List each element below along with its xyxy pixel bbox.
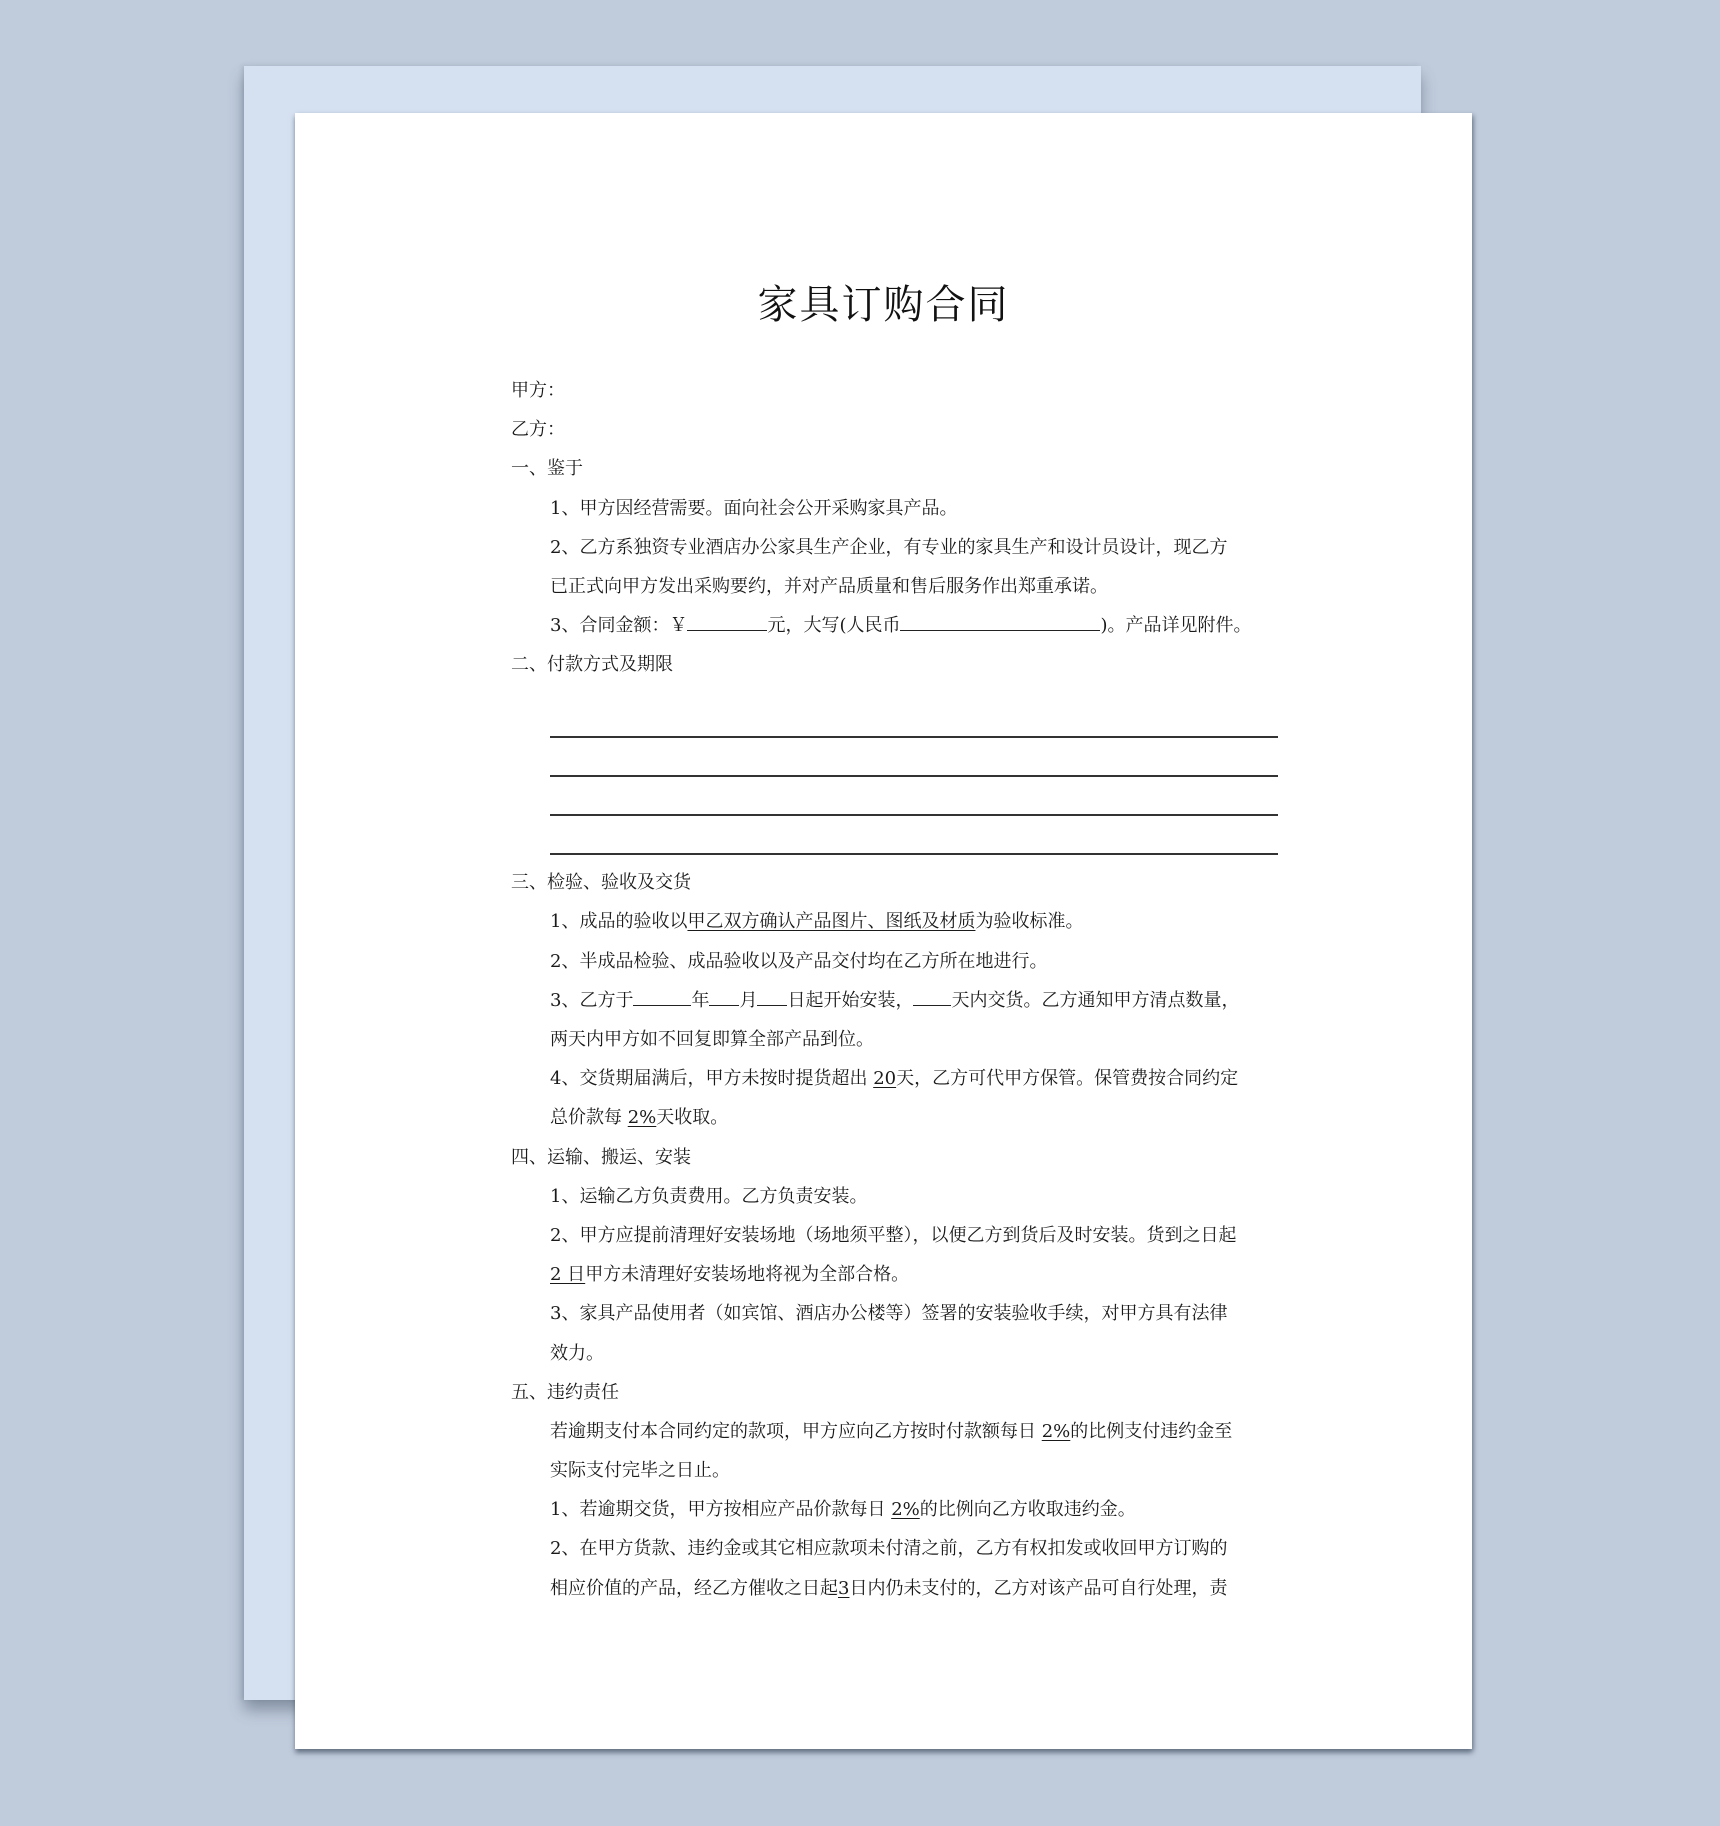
text: 甲方未清理好安装场地将视为全部合格。 xyxy=(585,1264,910,1286)
amount-suffix: )。产品详见附件。 xyxy=(1100,615,1252,637)
text: 天内交货。乙方通知甲方清点数量， xyxy=(951,989,1240,1011)
section-2-heading: 二、付款方式及期限 xyxy=(511,654,673,676)
text: 为验收标准。 xyxy=(975,911,1084,933)
text: 1、成品的验收以 xyxy=(550,911,688,933)
section-3-item-3-cont: 两天内甲方如不回复即算全部产品到位。 xyxy=(550,1029,874,1050)
section-1-amount-line xyxy=(511,606,1291,645)
section-1-item-2: 2、乙方系独资专业酒店办公家具生产企业，有专业的家具生产和设计员设计，现乙方 xyxy=(550,536,1228,558)
text: 天收取。 xyxy=(656,1107,729,1129)
section-3-item-2: 2、半成品检验、成品验收以及产品交付均在乙方所在地进行。 xyxy=(550,950,1048,972)
day-blank[interactable] xyxy=(757,987,787,1006)
section-1-item-1: 1、甲方因经营需要。面向社会公开采购家具产品。 xyxy=(550,497,958,519)
text: 3、乙方于 xyxy=(550,989,634,1011)
section-1-item-2-cont: 已正式向甲方发出采购要约，并对产品质量和售后服务作出郑重承诺。 xyxy=(550,575,1108,597)
party-a-label: 甲方： xyxy=(511,380,565,401)
section-3-item-1 xyxy=(511,902,1291,941)
month-blank[interactable] xyxy=(709,987,739,1006)
delivery-days-blank[interactable] xyxy=(913,987,951,1006)
underlined-standard: 甲乙双方确认产品图片、图纸及材质 xyxy=(687,911,976,933)
section-5-item-2-cont xyxy=(511,1569,1291,1608)
blank-line[interactable] xyxy=(550,738,1278,777)
section-5-item-1 xyxy=(511,1490,1291,1529)
text: 总价款每 xyxy=(550,1107,622,1129)
text: 若逾期支付本合同约定的款项，甲方应向乙方按时付款额每日 xyxy=(550,1420,1036,1442)
text: 日内仍未支付的，乙方对该产品可自行处理，责 xyxy=(849,1577,1228,1599)
late-delivery-rate: 2% xyxy=(891,1499,920,1521)
section-5-item-2: 2、在甲方货款、违约金或其它相应款项未付清之前，乙方有权扣发或收回甲方订购的 xyxy=(550,1538,1228,1560)
late-payment-rate: 2% xyxy=(1041,1420,1071,1442)
blank-line[interactable] xyxy=(550,777,1278,816)
text: 日起开始安装， xyxy=(787,989,914,1011)
section-5-heading: 五、违约责任 xyxy=(511,1381,619,1403)
year-blank[interactable] xyxy=(633,987,691,1006)
text: 年 xyxy=(691,989,710,1011)
text: 4、交货期届满后，甲方未按时提货超出 xyxy=(550,1068,868,1090)
section-4-item-2-cont xyxy=(511,1255,1291,1294)
storage-fee-rate: 2% xyxy=(627,1107,657,1129)
amount-number-blank[interactable] xyxy=(687,612,767,631)
text: 相应价值的产品，经乙方催收之日起 xyxy=(550,1577,838,1599)
collection-days: 3 xyxy=(838,1577,850,1599)
amount-mid: 元，大写(人民币 xyxy=(767,615,901,637)
text: 的比例支付违约金至 xyxy=(1070,1420,1233,1442)
section-3-item-3 xyxy=(511,981,1291,1020)
section-3-item-4-cont xyxy=(511,1098,1291,1137)
text: 1、若逾期交货，甲方按相应产品价款每日 xyxy=(550,1499,886,1521)
front-page-sheet xyxy=(295,113,1472,1749)
amount-words-blank[interactable] xyxy=(900,612,1100,631)
text: 月 xyxy=(739,989,758,1011)
section-4-item-2: 2、甲方应提前清理好安装场地（场地须平整），以便乙方到货后及时安装。货到之日起 xyxy=(550,1224,1237,1246)
section-4-item-1: 1、运输乙方负责费用。乙方负责安装。 xyxy=(550,1185,868,1207)
section-5-intro xyxy=(511,1412,1291,1451)
section-4-item-3-cont: 效力。 xyxy=(550,1342,604,1364)
section-3-heading: 三、检验、验收及交货 xyxy=(511,872,691,894)
section-4-heading: 四、运输、搬运、安装 xyxy=(511,1146,691,1168)
section-4-item-3: 3、家具产品使用者（如宾馆、酒店办公楼等）签署的安装验收手续，对甲方具有法律 xyxy=(550,1303,1228,1325)
section-1-heading: 一、鉴于 xyxy=(511,458,583,480)
amount-prefix: 3、合同金额：￥ xyxy=(550,615,688,637)
overdue-days-value: 20 xyxy=(873,1068,897,1090)
section-5-intro-cont: 实际支付完毕之日止。 xyxy=(550,1460,730,1482)
payment-terms-blank-lines xyxy=(511,685,1291,864)
site-clear-days: 2 日 xyxy=(550,1264,586,1286)
party-b-label: 乙方： xyxy=(511,419,565,441)
blank-line[interactable] xyxy=(550,816,1278,855)
text: 天，乙方可代甲方保管。保管费按合同约定 xyxy=(896,1068,1239,1090)
contract-body xyxy=(511,371,1291,1608)
blank-line[interactable] xyxy=(550,699,1278,738)
document-title: 家具订购合同 xyxy=(757,282,1010,328)
section-3-item-4 xyxy=(511,1059,1291,1098)
text: 的比例向乙方收取违约金。 xyxy=(919,1499,1136,1521)
